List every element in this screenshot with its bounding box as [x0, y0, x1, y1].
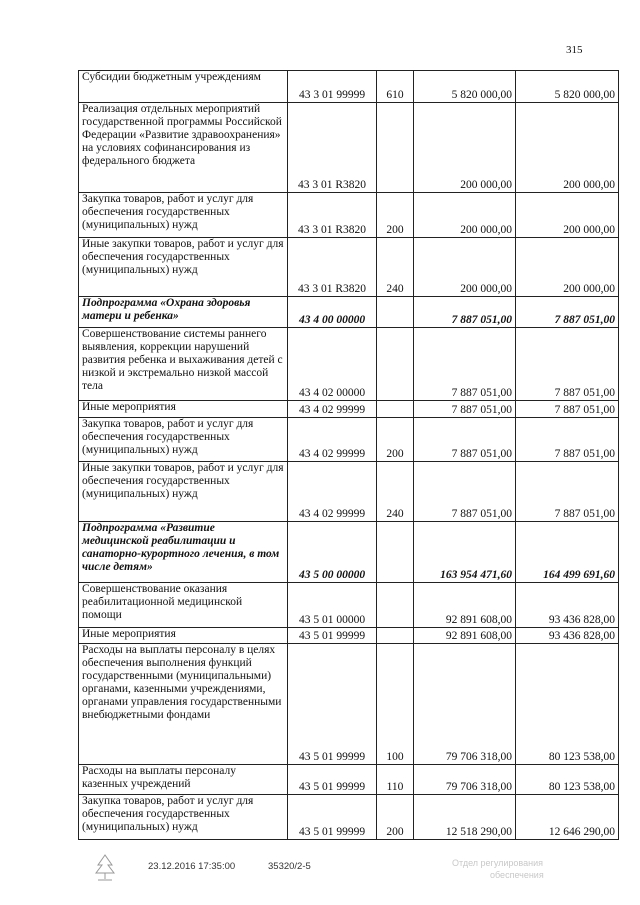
row-code-cell: 43 4 02 99999 — [288, 401, 377, 418]
table-row — [79, 765, 619, 795]
row-type-cell: 240 — [377, 238, 414, 297]
row-type-cell — [377, 628, 414, 644]
faint-watermark-text — [452, 857, 544, 881]
table-row — [79, 401, 619, 418]
row-sum-2018-cell: 7 887 051,00 — [516, 418, 619, 462]
row-sum-2017-cell: 200 000,00 — [414, 103, 516, 193]
row-name-cell: Закупка товаров, работ и услуг для обеспечения государственных (муниципальных) нужд — [79, 193, 288, 238]
tree-stamp-icon — [92, 853, 118, 883]
row-code-cell: 43 3 01 R3820 — [288, 103, 377, 193]
row-name-cell: Иные мероприятия — [79, 628, 288, 644]
row-type-cell — [377, 103, 414, 193]
row-sum-2017-cell: 7 887 051,00 — [414, 401, 516, 418]
row-code-cell: 43 4 02 99999 — [288, 462, 377, 522]
row-name-cell: Иные закупки товаров, работ и услуг для обеспечения государственных (муниципальных) нужд — [79, 462, 288, 522]
row-code-cell: 43 5 01 99999 — [288, 628, 377, 644]
row-name-cell: Расходы на выплаты персоналу в целях обеспечения выполнения функций государственными (муниципальными) органами, казенными учреждениями, органами управления государственными внебюджетными фондами — [79, 644, 288, 765]
row-sum-2017-cell: 79 706 318,00 — [414, 644, 516, 765]
row-name-cell: Реализация отдельных мероприятий государственной программы Российской Федерации «Развитие здравоохранения» на условиях софинансирования из федерального бюджета — [79, 103, 288, 193]
row-type-cell: 110 — [377, 765, 414, 795]
row-sum-2018-cell: 7 887 051,00 — [516, 297, 619, 328]
row-type-cell: 200 — [377, 418, 414, 462]
row-name-cell: Закупка товаров, работ и услуг для обеспечения государственных (муниципальных) нужд — [79, 418, 288, 462]
budget-table — [78, 70, 619, 840]
row-name-cell: Совершенствование оказания реабилитационной медицинской помощи — [79, 583, 288, 628]
row-sum-2018-cell: 93 436 828,00 — [516, 583, 619, 628]
row-type-cell — [377, 583, 414, 628]
row-type-cell — [377, 401, 414, 418]
row-name-cell: Подпрограмма «Охрана здоровья матери и ребенка» — [79, 297, 288, 328]
row-sum-2017-cell: 5 820 000,00 — [414, 71, 516, 103]
row-sum-2018-cell: 200 000,00 — [516, 193, 619, 238]
row-sum-2017-cell: 92 891 608,00 — [414, 583, 516, 628]
row-sum-2017-cell: 92 891 608,00 — [414, 628, 516, 644]
table-row — [79, 795, 619, 840]
table-row — [79, 238, 619, 297]
row-type-cell: 100 — [377, 644, 414, 765]
row-type-cell — [377, 328, 414, 401]
row-name-cell: Иные закупки товаров, работ и услуг для обеспечения государственных (муниципальных) нужд — [79, 238, 288, 297]
faint-line-1: Отдел регулирования — [452, 858, 543, 868]
row-sum-2018-cell: 80 123 538,00 — [516, 765, 619, 795]
table-row — [79, 193, 619, 238]
table-row — [79, 328, 619, 401]
table-row — [79, 418, 619, 462]
table-row — [79, 103, 619, 193]
row-sum-2018-cell: 80 123 538,00 — [516, 644, 619, 765]
row-type-cell — [377, 297, 414, 328]
row-type-cell: 240 — [377, 462, 414, 522]
row-sum-2017-cell: 7 887 051,00 — [414, 297, 516, 328]
row-code-cell: 43 5 00 00000 — [288, 522, 377, 583]
row-sum-2017-cell: 79 706 318,00 — [414, 765, 516, 795]
row-name-cell: Иные мероприятия — [79, 401, 288, 418]
row-sum-2018-cell: 7 887 051,00 — [516, 462, 619, 522]
table-row — [79, 583, 619, 628]
row-sum-2018-cell: 7 887 051,00 — [516, 328, 619, 401]
document-id: 35320/2-5 — [268, 861, 311, 872]
row-name-cell: Закупка товаров, работ и услуг для обеспечения государственных (муниципальных) нужд — [79, 795, 288, 840]
row-sum-2017-cell: 12 518 290,00 — [414, 795, 516, 840]
row-code-cell: 43 5 01 00000 — [288, 583, 377, 628]
row-name-cell: Подпрограмма «Развитие медицинской реабилитации и санаторно-курортного лечения, в том числе детям» — [79, 522, 288, 583]
page-number: 315 — [566, 44, 583, 56]
row-code-cell: 43 5 01 99999 — [288, 644, 377, 765]
table-row — [79, 644, 619, 765]
row-sum-2017-cell: 200 000,00 — [414, 238, 516, 297]
row-sum-2017-cell: 7 887 051,00 — [414, 462, 516, 522]
row-code-cell: 43 5 01 99999 — [288, 795, 377, 840]
table-row — [79, 297, 619, 328]
row-sum-2018-cell: 93 436 828,00 — [516, 628, 619, 644]
table-row — [79, 71, 619, 103]
row-type-cell: 200 — [377, 193, 414, 238]
row-code-cell: 43 4 02 00000 — [288, 328, 377, 401]
row-name-cell: Совершенствование системы раннего выявления, коррекции нарушений развития ребенка и выхаживания детей с низкой и экстремально низкой массой тела — [79, 328, 288, 401]
budget-table-body — [79, 71, 619, 840]
row-name-cell: Расходы на выплаты персоналу казенных учреждений — [79, 765, 288, 795]
table-row — [79, 628, 619, 644]
table-row — [79, 462, 619, 522]
row-code-cell: 43 3 01 R3820 — [288, 238, 377, 297]
row-type-cell: 200 — [377, 795, 414, 840]
row-sum-2017-cell: 163 954 471,60 — [414, 522, 516, 583]
row-sum-2018-cell: 164 499 691,60 — [516, 522, 619, 583]
row-sum-2017-cell: 7 887 051,00 — [414, 328, 516, 401]
row-sum-2017-cell: 7 887 051,00 — [414, 418, 516, 462]
row-sum-2017-cell: 200 000,00 — [414, 193, 516, 238]
row-code-cell: 43 3 01 R3820 — [288, 193, 377, 238]
row-name-cell: Субсидии бюджетным учреждениям — [79, 71, 288, 103]
print-datetime: 23.12.2016 17:35:00 — [148, 861, 236, 872]
row-sum-2018-cell: 200 000,00 — [516, 238, 619, 297]
row-type-cell — [377, 522, 414, 583]
row-sum-2018-cell: 200 000,00 — [516, 103, 619, 193]
row-code-cell: 43 3 01 99999 — [288, 71, 377, 103]
table-row — [79, 522, 619, 583]
row-code-cell: 43 4 00 00000 — [288, 297, 377, 328]
row-sum-2018-cell: 5 820 000,00 — [516, 71, 619, 103]
row-type-cell: 610 — [377, 71, 414, 103]
faint-line-2: обеспечения — [490, 870, 544, 880]
row-code-cell: 43 5 01 99999 — [288, 765, 377, 795]
row-code-cell: 43 4 02 99999 — [288, 418, 377, 462]
row-sum-2018-cell: 12 646 290,00 — [516, 795, 619, 840]
row-sum-2018-cell: 7 887 051,00 — [516, 401, 619, 418]
